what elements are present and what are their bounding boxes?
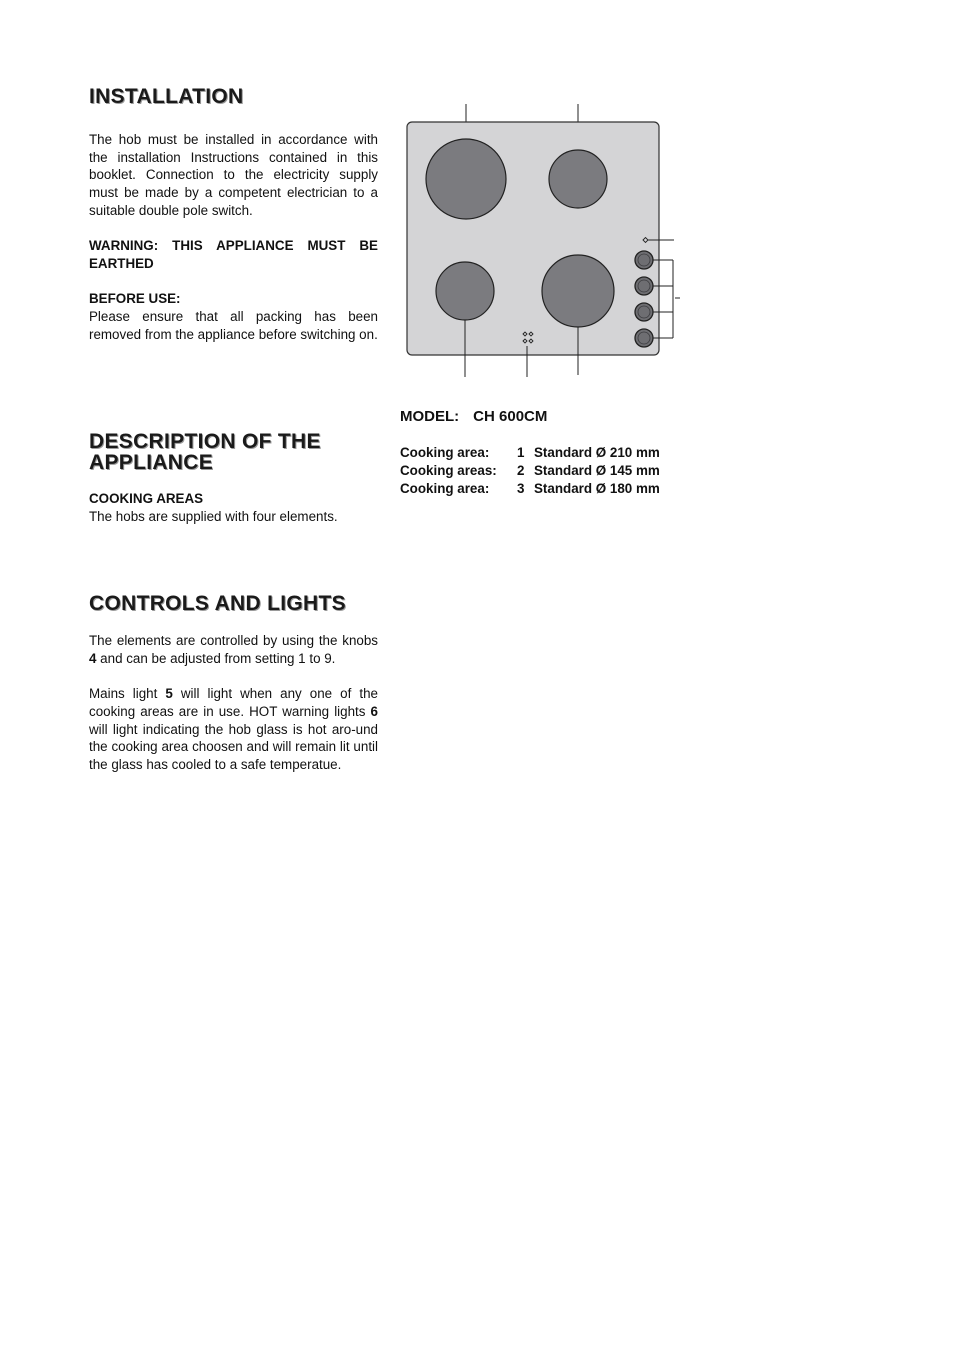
hot-light-ref-number: 6 — [370, 703, 378, 719]
spec-label: Cooking area: — [400, 481, 490, 496]
spec-label: Cooking areas: — [400, 463, 497, 478]
spec-description: Standard Ø 180 mm — [534, 481, 660, 496]
knob-ref-number: 4 — [89, 650, 97, 666]
controls-section — [89, 632, 378, 774]
cooking-zone-large-rear-left — [426, 139, 506, 219]
installation-body: The hob must be installed in accordance with the installation Instructions contained in this booklet. Connection to the electricity supply must be made by a competent electrician to a suitable double pole switch. — [89, 132, 378, 218]
model-label: MODEL: — [400, 408, 460, 425]
spec-number: 3 — [517, 481, 525, 496]
cooking-specs-table — [400, 444, 660, 498]
spec-description: Standard Ø 145 mm — [534, 463, 660, 478]
spec-number: 2 — [517, 463, 525, 478]
spec-number: 1 — [517, 445, 525, 460]
controls-paragraph-2 — [89, 685, 378, 774]
spec-description: Standard Ø 210 mm — [534, 445, 660, 460]
description-heading-line1: DESCRIPTION OF THE — [89, 430, 321, 453]
controls-p1-text-a: The elements are controlled by using the knobs — [89, 633, 378, 648]
cooking-zone-small-rear-right — [549, 150, 607, 208]
description-heading-line2: APPLIANCE — [89, 451, 214, 474]
installation-heading: INSTALLATION — [89, 85, 244, 108]
table-row — [400, 480, 660, 498]
cooking-zone-small-front-left — [436, 262, 494, 320]
before-use-body: Please ensure that all packing has been removed from the appliance before switching on. — [89, 309, 378, 342]
spec-label: Cooking area: — [400, 445, 490, 460]
controls-p1-text-b: and can be adjusted from setting 1 to 9. — [96, 650, 336, 666]
model-value: CH 600CM — [473, 408, 548, 425]
controls-p2-text-a: Mains light — [89, 686, 166, 702]
controls-p2-text-c: will light indicating the hob glass is hot aro-und the cooking area choosen and will remain lit until the glass has cooled to a safe temperatue. — [89, 721, 378, 772]
model-line — [400, 408, 547, 425]
table-row — [400, 444, 660, 462]
controls-p2-text-b: will light when any one of the cooking areas are in use. HOT warning lights — [89, 686, 378, 719]
cooking-zone-medium-front-right — [542, 255, 614, 327]
installation-section — [89, 131, 378, 343]
controls-paragraph-1 — [89, 632, 378, 667]
controls-heading: CONTROLS AND LIGHTS — [89, 592, 346, 615]
hob-diagram — [395, 100, 695, 385]
earthing-warning: WARNING: THIS APPLIANCE MUST BE EARTHED — [89, 238, 378, 271]
mains-light-ref-number: 5 — [165, 686, 173, 702]
cooking-areas-section — [89, 490, 378, 525]
cooking-areas-body: The hobs are supplied with four elements. — [89, 508, 338, 524]
description-heading — [89, 431, 321, 473]
cooking-areas-heading: COOKING AREAS — [89, 491, 204, 506]
table-row — [400, 462, 660, 480]
before-use-heading: BEFORE USE: — [89, 291, 181, 307]
